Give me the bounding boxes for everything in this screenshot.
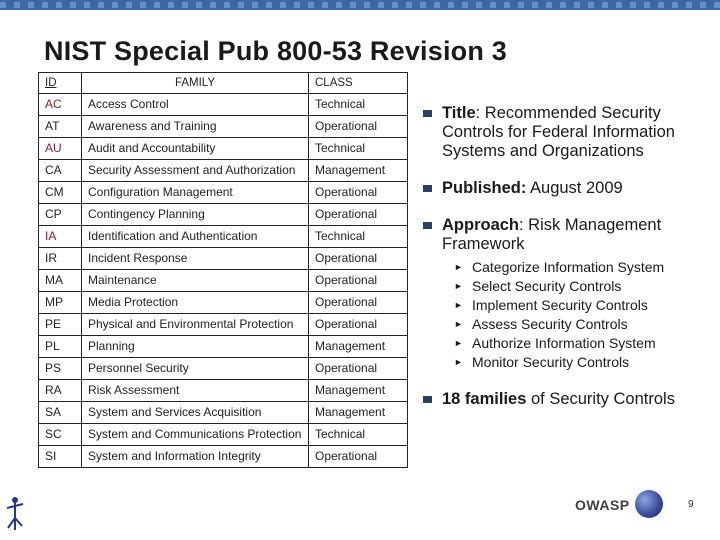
row-family: Personnel Security [82,358,309,380]
row-id: MA [39,270,82,292]
row-family: Maintenance [82,270,309,292]
row-class: Operational [309,248,408,270]
table-row [39,380,408,402]
list-item [454,315,720,334]
row-family: Planning [82,336,309,358]
bullet-square-icon [423,185,432,192]
row-class: Technical [309,94,408,116]
row-class: Operational [309,116,408,138]
table-header-row [39,73,408,94]
table-row [39,446,408,468]
row-class: Management [309,402,408,424]
row-id: RA [39,380,82,402]
step-text: Assess Security Controls [472,316,628,332]
table-row [39,160,408,182]
table-row [39,94,408,116]
figure-logo-icon [4,496,26,532]
globe-logo-icon [635,490,663,518]
table-row [39,138,408,160]
row-class: Technical [309,138,408,160]
bullet-title [420,104,720,161]
page-number: 9 [688,499,694,510]
bullet-square-icon [423,396,432,403]
list-item [454,334,720,353]
owasp-brand: OWASP [575,497,630,513]
row-class: Management [309,160,408,182]
list-item [454,296,720,315]
row-family: Contingency Planning [82,204,309,226]
title-text: : Recommended Security Controls for Federal Information Systems and Organizations [442,104,675,160]
row-class: Management [309,380,408,402]
arrow-right-icon: ► [454,300,463,310]
row-id: AC [39,94,82,116]
row-id: CA [39,160,82,182]
row-family: System and Services Acquisition [82,402,309,424]
step-text: Implement Security Controls [472,297,648,313]
table-row [39,226,408,248]
families-label: 18 families [442,390,527,408]
banner-pattern [0,2,720,8]
row-id: PS [39,358,82,380]
approach-steps-list [442,258,720,372]
bullet-square-icon [423,110,432,117]
step-text: Monitor Security Controls [472,354,630,370]
table-row [39,116,408,138]
arrow-right-icon: ► [454,262,463,272]
row-family: Audit and Accountability [82,138,309,160]
approach-label: Approach [442,216,520,234]
row-id: CM [39,182,82,204]
arrow-right-icon: ► [454,319,463,329]
row-id: MP [39,292,82,314]
row-family: Media Protection [82,292,309,314]
row-id: IR [39,248,82,270]
list-item [454,277,720,296]
row-family: Awareness and Training [82,116,309,138]
header-id: ID [39,73,82,94]
row-id: PL [39,336,82,358]
table-row [39,182,408,204]
table-row [39,314,408,336]
row-family: Access Control [82,94,309,116]
row-id: SC [39,424,82,446]
row-id: IA [39,226,82,248]
header-class: CLASS [309,73,408,94]
bullet-published [420,179,720,198]
row-class: Operational [309,270,408,292]
arrow-right-icon: ► [454,281,463,291]
row-class: Management [309,336,408,358]
row-class: Operational [309,358,408,380]
row-class: Operational [309,182,408,204]
summary-bullets [420,104,720,427]
row-class: Operational [309,314,408,336]
slide-title: NIST Special Pub 800-53 Revision 3 [44,36,507,66]
header-family: FAMILY [82,73,309,94]
row-family: System and Communications Protection [82,424,309,446]
row-id: AT [39,116,82,138]
arrow-right-icon: ► [454,338,463,348]
row-class: Technical [309,226,408,248]
table-row [39,248,408,270]
row-class: Operational [309,446,408,468]
row-class: Operational [309,292,408,314]
bullet-approach [420,216,720,372]
title-label: Title [442,104,476,122]
row-id: CP [39,204,82,226]
row-family: Incident Response [82,248,309,270]
list-item [454,258,720,277]
arrow-right-icon: ► [454,357,463,367]
row-family: Security Assessment and Authorization [82,160,309,182]
row-class: Technical [309,424,408,446]
row-family: Identification and Authentication [82,226,309,248]
list-item [454,353,720,372]
top-banner [0,0,720,10]
row-family: Risk Assessment [82,380,309,402]
bullet-families [420,390,720,409]
row-id: PE [39,314,82,336]
table-row [39,402,408,424]
security-families-table [38,72,408,468]
bullet-square-icon [423,222,432,229]
table-row [39,358,408,380]
row-id: SI [39,446,82,468]
table-row [39,424,408,446]
row-id: AU [39,138,82,160]
table-row [39,270,408,292]
row-class: Operational [309,204,408,226]
step-text: Authorize Information System [472,335,656,351]
table-row [39,204,408,226]
table-row [39,336,408,358]
approach-text: : Risk Management Framework [442,216,662,253]
step-text: Categorize Information System [472,259,665,275]
families-text: of Security Controls [526,390,675,408]
published-label: Published: [442,179,527,197]
step-text: Select Security Controls [472,278,622,294]
table-row [39,292,408,314]
row-family: System and Information Integrity [82,446,309,468]
row-family: Physical and Environmental Protection [82,314,309,336]
row-family: Configuration Management [82,182,309,204]
row-id: SA [39,402,82,424]
published-text: August 2009 [526,179,623,197]
